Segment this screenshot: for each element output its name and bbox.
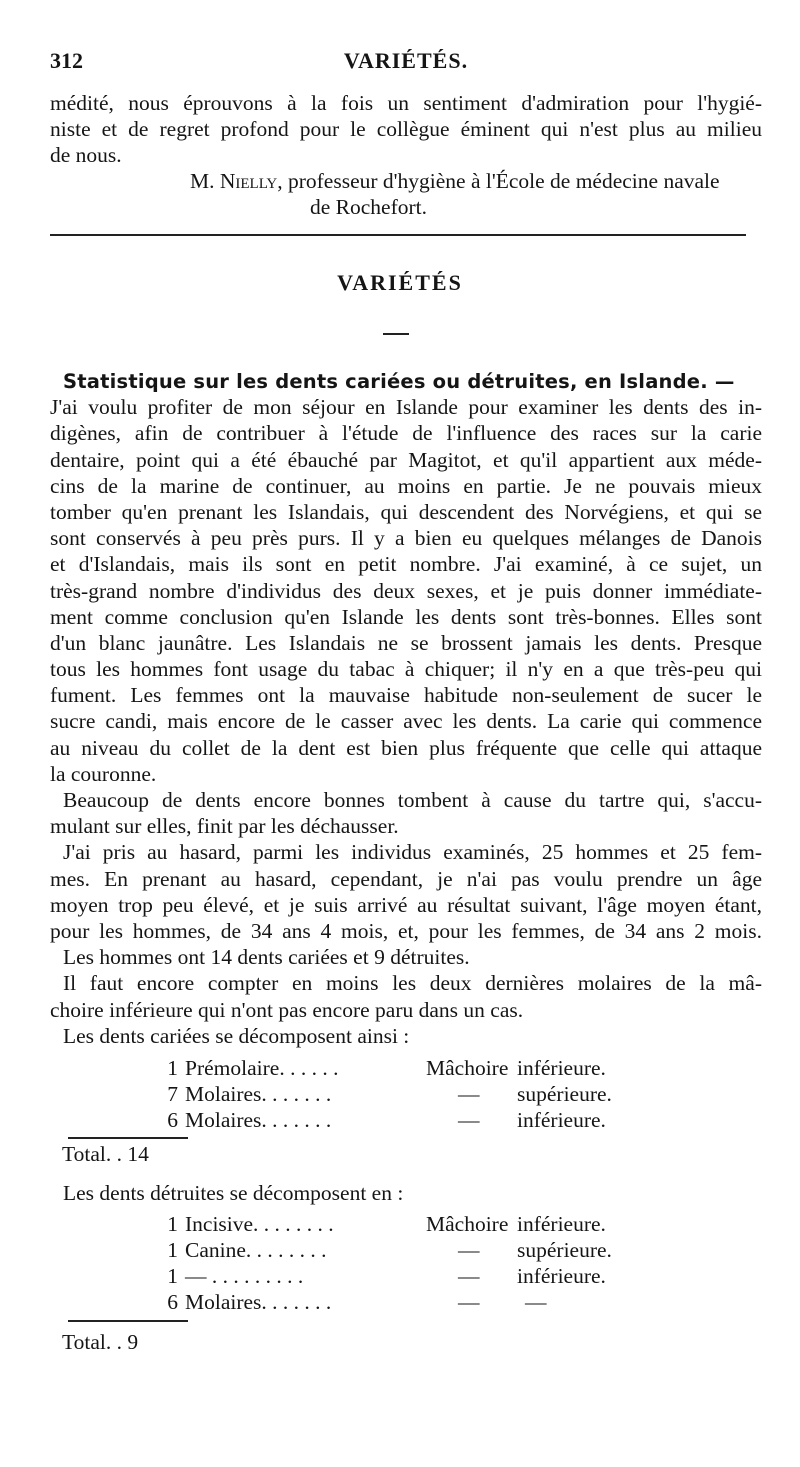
table-row [60,1290,760,1316]
text-line: ment comme conclusion qu'en Islande les dents sont très-bonnes. Elles sont [50,604,762,629]
text-line: Il faut encore compter en moins les deux dernières molaires de la mâ- [63,971,762,996]
text-line: Les hommes ont 14 dents cariées et 9 détruites. [63,945,470,970]
tooth-type: Molaires. . . . . . . [185,1290,332,1314]
jaw-label: — [458,1082,480,1106]
jaw-position: inférieure. [517,1212,606,1236]
total-rule [68,1320,188,1322]
text-line: digènes, afin de contribuer à l'étude de l'influence des races sur la carie [50,421,762,446]
jaw-position: inférieure. [517,1264,606,1288]
table-row [60,1212,760,1238]
jaw-position: inférieure. [517,1108,606,1132]
text-line: Beaucoup de dents encore bonnes tombent à cause du tartre qui, s'accu- [63,788,762,812]
jaw-position: inférieure. [517,1056,606,1080]
caries-table [60,1056,760,1134]
table-row [60,1264,760,1290]
signature-line [190,168,750,194]
text-line: au niveau du collet de la dent est bien plus fréquente que celle qui attaque [50,735,762,760]
article-heading [50,368,762,394]
table-row [60,1238,760,1264]
running-head: VARIÉTÉS. [343,48,469,73]
tooth-count: 7 [167,1082,178,1106]
caries-total: Total. . 14 [62,1142,149,1166]
tooth-count: 1 [167,1056,178,1080]
table-row [60,1056,760,1082]
tooth-count: 1 [167,1264,178,1288]
signature-place: de Rochefort. [310,195,428,220]
table-row [60,1108,760,1134]
text-line: et d'Islandais, mais ils sont en petit nombre. J'ai examiné, à ce sujet, un [50,552,762,577]
page-header [50,48,762,78]
destroyed-total: Total. . 9 [62,1330,139,1354]
signature [190,168,750,220]
text-line: tomber qu'en prenant les Islandais, qui descendent des Norvégiens, et qui se [50,499,762,524]
text-line: la couronne. [50,761,157,786]
table-row [60,1082,760,1108]
caries-intro: Les dents cariées se décomposent ainsi : [63,1023,410,1048]
tooth-count: 1 [167,1212,178,1236]
jaw-label: — [458,1108,480,1132]
destroyed-intro-block [50,1180,762,1206]
title-dash [383,333,409,335]
destroyed-intro: Les dents détruites se décomposent en : [63,1181,404,1205]
tooth-type: Prémolaire. . . . . . [185,1056,339,1080]
text-line: médité, nous éprouvons à la fois un sentiment d'admiration pour l'hygié- [50,91,762,115]
tooth-type: Canine. . . . . . . . [185,1238,327,1262]
text-line: mes. En prenant au hasard, cependant, je n'ai pas voulu prendre un âge [50,866,762,891]
section-divider [50,234,746,236]
tooth-count: 6 [167,1108,178,1132]
tooth-count: 6 [167,1290,178,1314]
article-heading-text: Statistique sur les dents cariées ou détruites, en Islande. — [63,370,735,393]
section-title: VARIÉTÉS [337,270,463,295]
jaw-label: — [458,1290,480,1314]
text-line: tous les hommes font usage du tabac à chiquer; il n'y en a que très-peu qui [50,657,762,682]
jaw-position: supérieure. [517,1082,612,1106]
text-line: très-grand nombre d'individus des deux sexes, et je puis donner immédiate- [50,578,762,603]
jaw-label: — [458,1238,480,1262]
author-title: , professeur d'hygiène à l'École de médecine navale [277,169,720,193]
text-line: J'ai voulu profiter de mon séjour en Islande pour examiner les dents des in- [50,395,762,420]
destroyed-table [60,1212,760,1316]
text-line: de nous. [50,143,122,168]
tooth-type: — . . . . . . . . . [185,1264,304,1288]
text-line: sucre candi, mais encore de le casser avec les dents. La carie qui commence [50,709,762,734]
tooth-type: Molaires. . . . . . . [185,1082,332,1106]
text-line: niste et de regret profond pour le collègue éminent qui n'est plus au milieu [50,117,762,142]
text-line: fument. Les femmes ont la mauvaise habitude non-seulement de sucer le [50,683,762,708]
tooth-type: Molaires. . . . . . . [185,1108,332,1132]
author-name: M. Nielly [190,169,278,193]
jaw-label: — [458,1264,480,1288]
text-line: mulant sur elles, finit par les déchausser. [50,814,399,839]
jaw-label: Mâchoire [426,1212,509,1236]
tooth-type: Incisive. . . . . . . . [185,1212,334,1236]
jaw-position: supérieure. [517,1238,612,1262]
jaw-position: — [525,1290,547,1314]
total-rule [68,1137,188,1139]
text-line: J'ai pris au hasard, parmi les individus examinés, 25 hommes et 25 fem- [63,840,762,865]
text-line: dentaire, point qui a été ébauché par Magitot, et qu'il appartient aux méde- [50,447,762,472]
text-line: choire inférieure qui n'ont pas encore paru dans un cas. [50,997,524,1022]
jaw-label: Mâchoire [426,1056,509,1080]
page-number: 312 [50,48,83,73]
text-line: sont conservés à peu près purs. Il y a bien eu quelques mélanges de Danois [50,526,762,551]
text-line: moyen trop peu élevé, et je suis arrivé au résultat suivant, l'âge moyen étant, [50,892,762,917]
intro-paragraph [50,90,762,169]
text-line: d'un blanc jaunâtre. Les Islandais ne se brossent jamais les dents. Presque [50,630,762,655]
tooth-count: 1 [167,1238,178,1262]
text-line: pour les hommes, de 34 ans 4 mois, et, pour les femmes, de 34 ans 2 mois. [50,918,762,943]
article-body [50,368,762,1049]
text-line: cins de la marine de continuer, au moins en partie. Je ne pouvais mieux [50,473,762,498]
